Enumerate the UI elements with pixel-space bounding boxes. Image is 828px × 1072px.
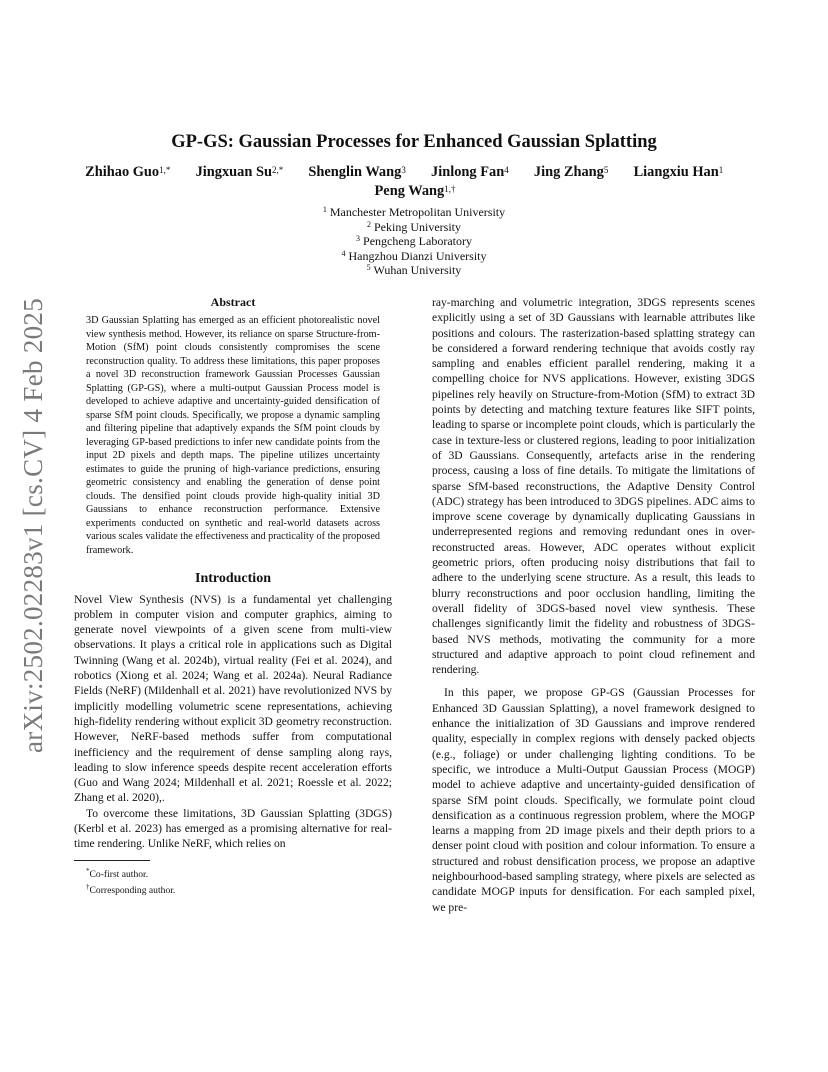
- left-column: [74, 295, 392, 898]
- body-paragraph: ray-marching and volumetric integration, 3DGS represents scenes explicitly using a set of 3D Gaussians with learnable attributes like positions and colours. The rasterization-based splatting strategy can be considered a forward rendering technique that avoids costly ray sampling and enables efficient parallel rendering, making it a compelling choice for NVS applications. However, existing 3DGS pipelines rely heavily on Structure-from-Motion (SfM) to extract 3D points by detecting and matching texture features like SIFT points, leading to sparse or incomplete point clouds, which is particularly the case in texture-less or clustered regions, leading to poor initialization of 3D Gaussians. Consequently, artefacts arise in the rendering process, causing a loss of fine details. To mitigate the limitations of sparse SfM-based reconstructions, the Adaptive Density Control (ADC) strategy has been introduced to 3DGS pipelines. ADC aims to improve scene coverage by dynamically duplicating Gaussians in underrepresented regions and removing redundant ones in over-reconstructed areas. However, ADC operates without explicit geometric priors, often producing noisy distributions that fail to adhere to the underlying scene structure. As a result, this leads to blurry reconstructions and poor occlusion handling, limiting the overall fidelity of 3DGS-based novel view synthesis. These challenges significantly limit the fidelity and robustness of 3DGS-based NVS methods, motivating the community for a more structured and adaptive approach to point cloud refinement and rendering.: [432, 296, 755, 677]
- author-affiliation-mark: 4: [504, 165, 509, 175]
- affiliation-list: [0, 205, 828, 278]
- footnote-text: Co-first author.: [89, 868, 149, 880]
- introduction-paragraph: Novel View Synthesis (NVS) is a fundamental yet challenging problem in computer vision and computer graphics, aiming to generate novel viewpoints of a given scene from multi-view observations. It plays a critical role in applications such as Digital Twinning (Wang et al. 2024b), virtual reality (Fei et al. 2024), and robotics (Xiong et al. 2024; Wang et al. 2024a). Neural Radiance Fields (NeRF) (Mildenhall et al. 2021) have revolutionized NVS by implicitly modelling volumetric scene representations, achieving high-fidelity rendering without explicit 3D geometry reconstruction. However, NeRF-based methods suffer from computational inefficiency and the requirement of dense sampling along rays, leading to slow inference speeds despite recent acceleration efforts (Guo and Wang 2024; Mildenhall et al. 2021; Roessle et al. 2022; Zhang et al. 2020),.: [74, 592, 392, 805]
- paper-title: GP-GS: Gaussian Processes for Enhanced Gaussian Splatting: [171, 132, 657, 152]
- footnote-rule: [74, 860, 150, 861]
- author-list: [80, 163, 750, 201]
- author-affiliation-mark: 3: [401, 165, 406, 175]
- footnote-text: Corresponding author.: [89, 885, 176, 897]
- body-paragraph: In this paper, we propose GP-GS (Gaussian Processes for Enhanced 3D Gaussian Splatting), a novel framework designed to enhance the initialization of 3D Gaussians and improve rendered quality, especially in complex regions with densely packed objects (e.g., foliage) or under challenging lighting conditions. To be specific, we introduce a Multi-Output Gaussian Process (MOGP) model to achieve adaptive and uncertainty-guided densification of sparse SfM point clouds. Specifically, we formulate point cloud densification as a continuous regression problem, where the MOGP learns a mapping from 2D image pixels and their depth priors to a denser point cloud with position and colour information. To ensure a structured and robust densification process, we propose an adaptive neighbourhood-based sampling strategy, where pixels are selected as candidate MOGP inputs for densification. For each sampled pixel, we pre-: [432, 686, 755, 914]
- arxiv-identifier-text: arXiv:2502.02283v1 [cs.CV] 4 Feb 2025: [18, 297, 49, 753]
- footnote: [74, 881, 392, 898]
- affiliation-number: 5: [366, 263, 371, 272]
- abstract-text: 3D Gaussian Splatting has emerged as an efficient photorealistic novel view synthesis method. However, its reliance on sparse Structure-from-Motion (SfM) point clouds consistently compromises the scene reconstruction quality. To address these limitations, this paper proposes a novel 3D reconstruction framework Gaussian Processes Gaussian Splatting (GP-GS), where a multi-output Gaussian Process model is developed to achieve adaptive and uncertainty-guided densification of sparse SfM point clouds. Specifically, we propose a dynamic sampling and filtering pipeline that adaptively expands the SfM point clouds by leveraging GP-based predictions to infer new candidate points from the input 2D pixels and depth maps. The pipeline utilizes uncertainty estimates to guide the pruning of high-variance predictions, ensuring geometric consistency and enabling the generation of dense point clouds. The densified point clouds provide high-quality initial 3D Gaussians to enhance reconstruction performance. Extensive experiments conducted on synthetic and real-world datasets across various scales validate the effectiveness and practicality of the proposed framework.: [86, 315, 380, 556]
- affiliation-name: Peking University: [374, 219, 461, 234]
- affiliation-number: 3: [356, 234, 361, 243]
- author-name: Shenglin Wang: [308, 164, 402, 180]
- affiliation-number: 4: [341, 248, 346, 258]
- author-name: Zhihao Guo: [85, 164, 160, 180]
- affiliation-number: 1: [322, 205, 327, 214]
- affiliation-name: Wuhan University: [373, 263, 462, 277]
- affiliation-number: 2: [367, 219, 371, 229]
- author-name: Liangxiu Han: [633, 164, 719, 180]
- author-affiliation-mark: 1: [718, 165, 724, 175]
- author-name: Jingxuan Su: [195, 164, 272, 180]
- affiliation: [0, 220, 828, 235]
- affiliation-name: Pengcheng Laboratory: [363, 234, 472, 248]
- affiliation-name: Hangzhou Dianzi University: [348, 248, 487, 263]
- author-name: Peng Wang: [374, 183, 445, 199]
- author-name: Jinlong Fan: [431, 164, 505, 180]
- introduction-heading: Introduction: [195, 571, 271, 587]
- footnote-mark: *: [86, 866, 90, 875]
- author-affiliation-mark: 1,*: [159, 165, 171, 175]
- affiliation: [0, 263, 828, 278]
- introduction-paragraph: To overcome these limitations, 3D Gaussian Splatting (3DGS) (Kerbl et al. 2023) has emerged as a promising alternative for real-time rendering. Unlike NeRF, which relies on: [74, 806, 392, 851]
- author-name: Jing Zhang: [533, 164, 604, 180]
- right-column: [432, 295, 755, 915]
- affiliation: [0, 234, 828, 249]
- footnote: [74, 865, 392, 882]
- arxiv-identifier: [14, 290, 54, 760]
- author-affiliation-mark: 2,*: [271, 165, 284, 175]
- author-affiliation-mark: 1,†: [444, 184, 456, 194]
- affiliation: [0, 205, 828, 220]
- footnote-mark: †: [86, 883, 90, 892]
- author-affiliation-mark: 5: [603, 165, 609, 175]
- affiliation-name: Manchester Metropolitan University: [329, 205, 506, 219]
- affiliation: [0, 249, 828, 264]
- abstract-heading: Abstract: [210, 295, 256, 309]
